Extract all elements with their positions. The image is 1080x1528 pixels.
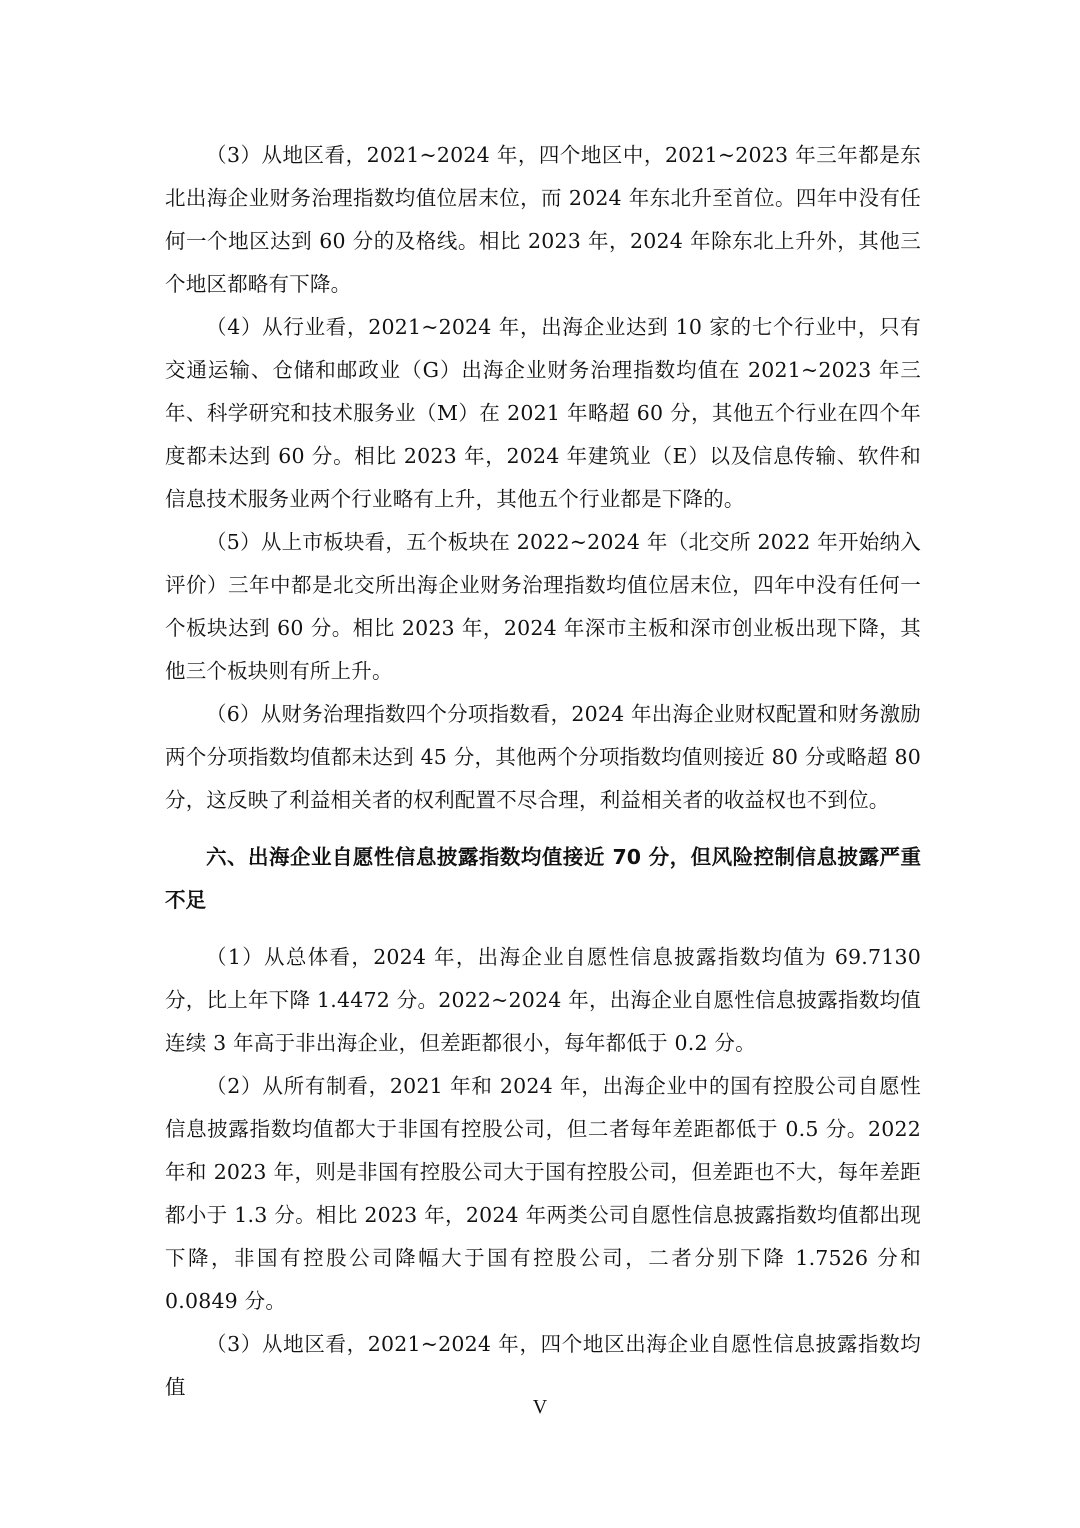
paragraph-subindex: （6）从财务治理指数四个分项指数看，2024 年出海企业财权配置和财务激励两个分项指数均值都未达到 45 分，其他两个分项指数均值则接近 80 分或略超 80 分，这反映了利益相关者的权利配置不尽合理，利益相关者的收益权也不到位。 xyxy=(165,702,921,812)
page-number: V xyxy=(532,1396,548,1418)
paragraph-board: （5）从上市板块看，五个板块在 2022~2024 年（北交所 2022 年开始纳入评价）三年中都是北交所出海企业财务治理指数均值位居末位，四年中没有任何一个板块达到 60 分。相比 2023 年，2024 年深市主板和深市创业板出现下降，其他三个板块则有所上升。 xyxy=(165,530,921,683)
section-heading: 六、出海企业自愿性信息披露指数均值接近 70 分，但风险控制信息披露严重不足 xyxy=(165,845,921,912)
paragraph-region-voluntary: （3）从地区看，2021~2024 年，四个地区出海企业自愿性信息披露指数均值 xyxy=(165,1332,921,1399)
paragraph-region: （3）从地区看，2021~2024 年，四个地区中，2021~2023 年三年都是东北出海企业财务治理指数均值位居末位，而 2024 年东北升至首位。四年中没有任何一个地区达到 60 分的及格线。相比 2023 年，2024 年除东北上升外，其他三个地区都略有下降。 xyxy=(165,143,921,296)
paragraph-industry: （4）从行业看，2021~2024 年，出海企业达到 10 家的七个行业中，只有交通运输、仓储和邮政业（G）出海企业财务治理指数均值在 2021~2023 年三年、科学研究和技术服务业（M）在 2021 年略超 60 分，其他五个行业在四个年度都未达到 60 分。相比 2023 年，2024 年建筑业（E）以及信息传输、软件和信息技术服务业两个行业略有上升，其他五个行业都是下降的。 xyxy=(165,315,921,511)
body-text xyxy=(165,134,921,1409)
spacer xyxy=(165,822,921,836)
spacer xyxy=(165,922,921,936)
paragraph-overall: （1）从总体看，2024 年，出海企业自愿性信息披露指数均值为 69.7130 分，比上年下降 1.4472 分。2022~2024 年，出海企业自愿性信息披露指数均值连续 3 年高于非出海企业，但差距都很小，每年都低于 0.2 分。 xyxy=(165,945,921,1055)
paragraph-ownership: （2）从所有制看，2021 年和 2024 年，出海企业中的国有控股公司自愿性信息披露指数均值都大于非国有控股公司，但二者每年差距都低于 0.5 分。2022 年和 2023 年，则是非国有控股公司大于国有控股公司，但差距也不大，每年差距都小于 1.3 分。相比 2023 年，2024 年两类公司自愿性信息披露指数均值都出现下降，非国有控股公司降幅大于国有控股公司，二者分别下降 1.7526 分和 0.0849 分。 xyxy=(165,1074,921,1313)
